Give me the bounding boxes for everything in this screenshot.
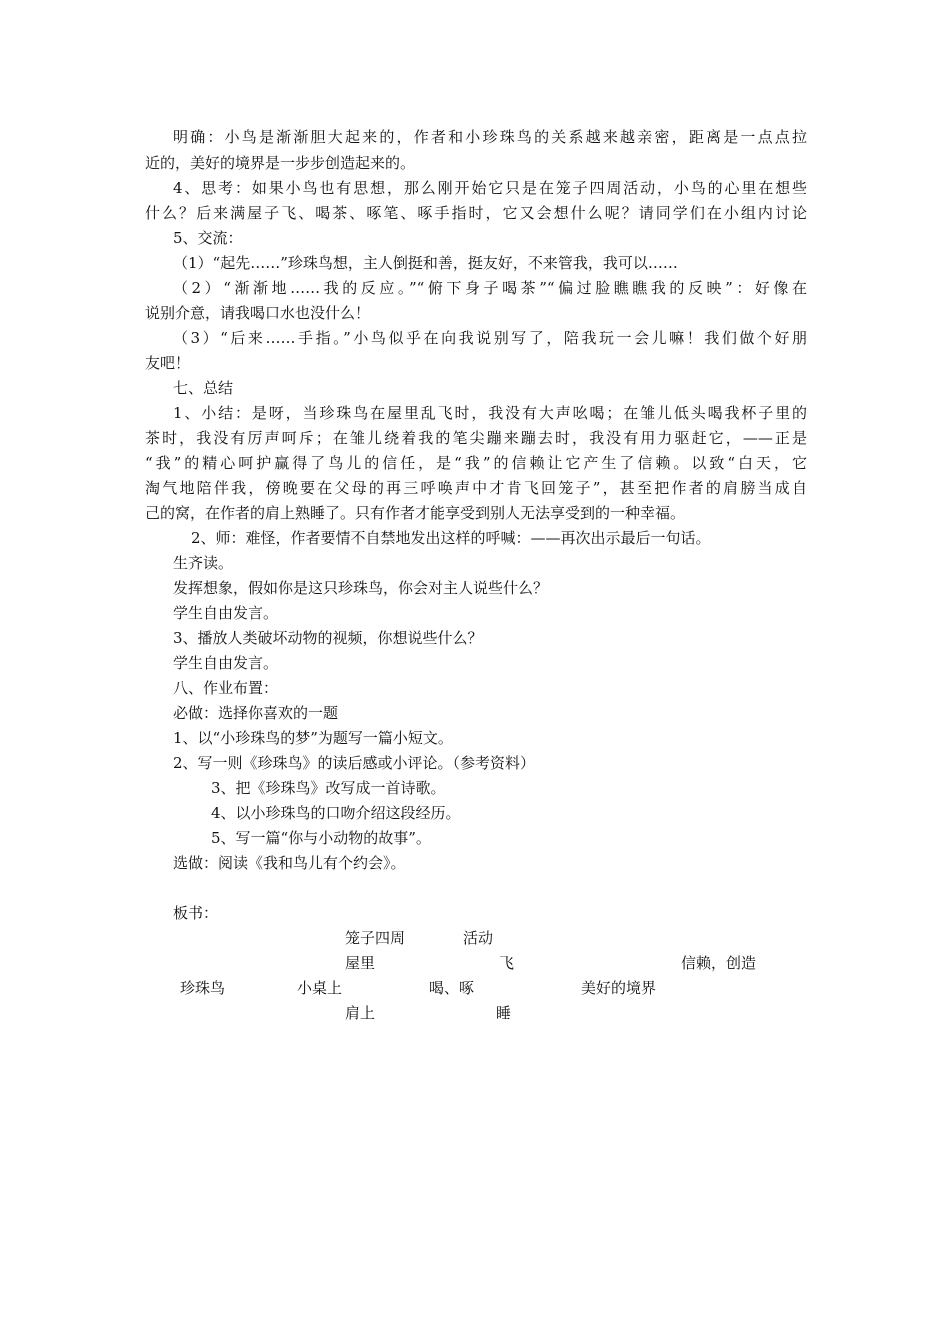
paragraph-line: 必做：选择你喜欢的一题 [173,704,339,722]
paragraph-line: 3、播放人类破坏动物的视频，你想说些什么？ [173,629,483,647]
paragraph-line: 选做：阅读《我和鸟儿有个约会》。 [173,854,406,872]
blackboard-cell: 喝、啄 [429,979,475,997]
blackboard-cell: 笼子四周 [345,929,406,947]
blackboard-cell: 信赖，创造 [681,954,757,972]
blackboard-cell: 美好的境界 [581,979,657,997]
assignment-item: 2、写一则《珍珠鸟》的读后感或小评论。（参考资料） [173,754,536,772]
paragraph-line: 发挥想象，假如你是这只珍珠鸟，你会对主人说些什么？ [173,579,549,597]
blackboard-cell: 小桌上 [297,979,343,997]
paragraph-line: 什么？后来满屋子飞、喝茶、啄笔、啄手指时，它又会想什么呢？请同学们在小组内讨论 [145,204,807,222]
blackboard-title: 板书： [173,904,219,922]
paragraph-line: 5、交流： [173,229,243,247]
paragraph-line: 明确：小鸟是渐渐胆大起来的，作者和小珍珠鸟的关系越来越亲密，距离是一点点拉 [173,128,807,146]
paragraph-line: 说别介意，请我喝口水也没什么！ [145,304,371,322]
assignment-item: 1、以“小珍珠鸟的梦”为题写一篇小短文。 [173,729,453,747]
paragraph-line: 近的，美好的境界是一步步创造起来的。 [145,154,416,172]
blackboard-cell: 睡 [496,1004,512,1022]
paragraph-line: （1）“起先……”珍珠鸟想，主人倒挺和善，挺友好，不来管我，我可以…… [173,254,678,272]
section-heading: 八、作业布置： [173,679,279,697]
paragraph-line: 茶时，我没有厉声呵斥；在雏儿绕着我的笔尖蹦来蹦去时，我没有用力驱赶它，——正是 [145,429,807,447]
blackboard-cell: 珍珠鸟 [180,979,226,997]
blackboard-cell: 飞 [499,954,515,972]
paragraph-line: 学生自由发言。 [173,654,279,672]
paragraph-line: 淘气地陪伴我，傍晚要在父母的再三呼唤声中才肯飞回笼子”，甚至把作者的肩膀当成自 [145,479,807,497]
paragraph-line: 2、师：难怪，作者要情不自禁地发出这样的呼喊：——再次出示最后一句话。 [191,529,711,547]
blackboard-cell: 屋里 [345,954,376,972]
paragraph-line: “我”的精心呵护赢得了鸟儿的信任，是“我”的信赖让它产生了信赖。以致“白天，它 [145,454,807,472]
blackboard-cell: 肩上 [345,1004,376,1022]
paragraph-line: 友吧！ [145,354,191,372]
paragraph-line: 4、思考：如果小鸟也有思想，那么刚开始它只是在笼子四周活动，小鸟的心里在想些 [173,179,807,197]
assignment-item: 4、以小珍珠鸟的口吻介绍这段经历。 [211,804,461,822]
paragraph-line: （3）“后来……手指。”小鸟似乎在向我说别写了，陪我玩一会儿嘛！我们做个好朋 [173,329,807,347]
assignment-item: 3、把《珍珠鸟》改写成一首诗歌。 [211,779,446,797]
paragraph-line: 生齐读。 [173,554,234,572]
paragraph-line: 1、小结：是呀，当珍珠鸟在屋里乱飞时，我没有大声吆喝；在雏儿低头喝我杯子里的 [173,404,807,422]
section-heading: 七、总结 [173,379,234,397]
paragraph-line: 己的窝，在作者的肩上熟睡了。只有作者才能享受到别人无法享受到的一种幸福。 [145,504,686,522]
blackboard-cell: 活动 [463,929,494,947]
assignment-item: 5、写一篇“你与小动物的故事”。 [211,829,431,847]
paragraph-line: 学生自由发言。 [173,604,279,622]
paragraph-line: （2）“渐渐地……我的反应。”“俯下身子喝茶”“偏过脸瞧瞧我的反映”：好像在 [173,279,807,297]
